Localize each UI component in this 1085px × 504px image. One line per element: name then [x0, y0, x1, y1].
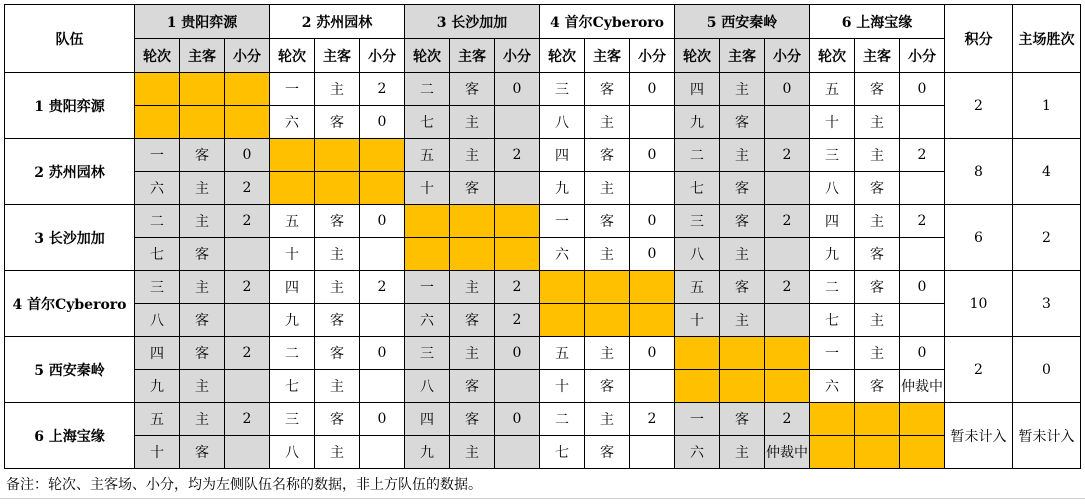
home-away-cell: 主 [315, 73, 360, 106]
points-cell: 0 [900, 271, 945, 304]
table-row [5, 238, 1081, 271]
home-away-cell: 主 [585, 238, 630, 271]
team-home-wins: 4 [1013, 139, 1081, 205]
points-cell: 2 [765, 403, 810, 436]
points-cell: 仲裁中 [900, 370, 945, 403]
round-cell: 二 [675, 139, 720, 172]
sheet-bottom-divider [0, 498, 1085, 499]
points-cell [225, 370, 270, 403]
home-away-cell: 主 [585, 172, 630, 205]
round-cell: 十 [135, 436, 180, 469]
points-cell [900, 172, 945, 205]
points-cell: 2 [765, 271, 810, 304]
points-cell [765, 106, 810, 139]
home-away-cell: 主 [585, 337, 630, 370]
home-away-cell: 主 [855, 304, 900, 337]
round-cell: 九 [405, 436, 450, 469]
team-name: 6 上海宝缘 [5, 403, 135, 469]
round-cell: 五 [540, 337, 585, 370]
self-match-cell [495, 205, 540, 238]
home-away-cell: 主 [450, 106, 495, 139]
home-away-cell: 客 [450, 172, 495, 205]
team-home-wins: 3 [1013, 271, 1081, 337]
points-cell: 2 [630, 403, 675, 436]
team-name: 5 西安秦岭 [5, 337, 135, 403]
home-away-cell: 主 [180, 370, 225, 403]
home-away-cell: 客 [450, 73, 495, 106]
points-cell: 0 [495, 403, 540, 436]
round-cell: 六 [270, 106, 315, 139]
round-cell: 六 [405, 304, 450, 337]
round-cell: 八 [675, 238, 720, 271]
points-subheader: 小分 [360, 39, 405, 73]
self-match-cell [450, 238, 495, 271]
home-away-cell: 客 [720, 172, 765, 205]
self-match-cell [135, 73, 180, 106]
self-match-cell [765, 337, 810, 370]
round-cell: 二 [405, 73, 450, 106]
points-cell [225, 304, 270, 337]
points-cell: 0 [630, 73, 675, 106]
home-away-cell: 主 [450, 139, 495, 172]
round-cell: 三 [405, 337, 450, 370]
table-row [5, 370, 1081, 403]
round-cell: 四 [405, 403, 450, 436]
round-cell: 五 [270, 205, 315, 238]
round-cell: 九 [135, 370, 180, 403]
round-cell: 三 [540, 73, 585, 106]
round-cell: 三 [675, 205, 720, 238]
points-cell [495, 436, 540, 469]
table-row [5, 106, 1081, 139]
table-row [5, 304, 1081, 337]
home-away-cell: 客 [315, 304, 360, 337]
round-cell: 五 [135, 403, 180, 436]
points-cell: 0 [630, 337, 675, 370]
home-away-subheader: 主客 [585, 39, 630, 73]
opponent-header: 6 上海宝缘 [810, 5, 945, 39]
home-away-cell: 主 [720, 139, 765, 172]
round-cell: 七 [270, 370, 315, 403]
round-subheader: 轮次 [810, 39, 855, 73]
round-cell: 七 [810, 304, 855, 337]
round-cell: 九 [675, 106, 720, 139]
self-match-cell [360, 139, 405, 172]
points-subheader: 小分 [630, 39, 675, 73]
round-cell: 五 [675, 271, 720, 304]
home-away-cell: 主 [585, 106, 630, 139]
self-match-cell [630, 271, 675, 304]
round-cell: 五 [810, 73, 855, 106]
home-away-cell: 客 [585, 205, 630, 238]
home-away-cell: 客 [720, 403, 765, 436]
team-home-wins: 0 [1013, 337, 1081, 403]
team-name: 1 贵阳弈源 [5, 73, 135, 139]
points-cell: 0 [900, 73, 945, 106]
round-cell: 九 [270, 304, 315, 337]
points-cell [630, 436, 675, 469]
points-cell [765, 238, 810, 271]
points-cell [495, 370, 540, 403]
opponent-header: 1 贵阳弈源 [135, 5, 270, 39]
table-row [5, 271, 1081, 304]
self-match-cell [720, 337, 765, 370]
home-away-cell: 客 [855, 271, 900, 304]
points-cell: 0 [765, 73, 810, 106]
points-cell: 0 [225, 139, 270, 172]
round-cell: 一 [270, 73, 315, 106]
points-cell: 0 [495, 73, 540, 106]
self-match-cell [180, 73, 225, 106]
home-away-subheader: 主客 [180, 39, 225, 73]
self-match-cell [405, 238, 450, 271]
round-cell: 四 [810, 205, 855, 238]
home-away-cell: 客 [315, 337, 360, 370]
self-match-cell [855, 436, 900, 469]
home-away-cell: 客 [180, 337, 225, 370]
home-away-cell: 客 [720, 205, 765, 238]
points-cell: 仲裁中 [765, 436, 810, 469]
self-match-cell [225, 106, 270, 139]
table-row [5, 205, 1081, 238]
points-cell: 0 [630, 139, 675, 172]
self-match-cell [765, 370, 810, 403]
points-cell [360, 238, 405, 271]
round-cell: 二 [135, 205, 180, 238]
home-away-cell: 主 [855, 205, 900, 238]
home-away-cell: 客 [450, 370, 495, 403]
home-away-cell: 主 [450, 271, 495, 304]
team-score: 10 [945, 271, 1013, 337]
team-score: 2 [945, 73, 1013, 139]
round-cell: 二 [270, 337, 315, 370]
round-subheader: 轮次 [405, 39, 450, 73]
points-cell: 2 [765, 139, 810, 172]
table-row [5, 73, 1081, 106]
home-away-cell: 主 [180, 271, 225, 304]
points-cell: 2 [225, 205, 270, 238]
round-subheader: 轮次 [675, 39, 720, 73]
home-away-cell: 主 [180, 205, 225, 238]
home-away-cell: 客 [855, 73, 900, 106]
self-match-cell [630, 304, 675, 337]
round-cell: 九 [810, 238, 855, 271]
home-away-cell: 客 [450, 304, 495, 337]
round-cell: 八 [405, 370, 450, 403]
self-match-cell [540, 304, 585, 337]
points-cell [765, 304, 810, 337]
home-away-cell: 客 [450, 403, 495, 436]
home-away-cell: 主 [585, 403, 630, 436]
home-away-cell: 客 [585, 370, 630, 403]
points-subheader: 小分 [495, 39, 540, 73]
self-match-cell [405, 205, 450, 238]
self-match-cell [720, 370, 765, 403]
round-subheader: 轮次 [135, 39, 180, 73]
round-cell: 四 [270, 271, 315, 304]
points-cell [630, 106, 675, 139]
home-away-cell: 客 [180, 139, 225, 172]
points-cell: 2 [900, 205, 945, 238]
points-cell: 2 [360, 271, 405, 304]
team-name: 2 苏州园林 [5, 139, 135, 205]
team-score: 暂未计入 [945, 403, 1013, 469]
points-cell [900, 238, 945, 271]
team-home-wins: 2 [1013, 205, 1081, 271]
score-header: 积分 [945, 5, 1013, 73]
self-match-cell [675, 337, 720, 370]
points-cell [765, 172, 810, 205]
points-cell [225, 238, 270, 271]
team-score: 2 [945, 337, 1013, 403]
points-cell [360, 304, 405, 337]
round-cell: 十 [810, 106, 855, 139]
points-cell: 0 [360, 337, 405, 370]
home-away-cell: 主 [720, 238, 765, 271]
team-score: 8 [945, 139, 1013, 205]
self-match-cell [495, 238, 540, 271]
points-cell [630, 370, 675, 403]
self-match-cell [450, 205, 495, 238]
round-cell: 十 [405, 172, 450, 205]
round-cell: 六 [810, 370, 855, 403]
opponent-header: 5 西安秦岭 [675, 5, 810, 39]
points-subheader: 小分 [225, 39, 270, 73]
home-away-cell: 主 [315, 370, 360, 403]
round-cell: 六 [675, 436, 720, 469]
round-cell: 十 [270, 238, 315, 271]
points-cell: 2 [225, 403, 270, 436]
team-name: 3 长沙加加 [5, 205, 135, 271]
points-cell: 2 [225, 271, 270, 304]
home-away-cell: 主 [720, 436, 765, 469]
team-home-wins: 暂未计入 [1013, 403, 1081, 469]
table-row [5, 139, 1081, 172]
round-cell: 三 [810, 139, 855, 172]
team-column-header: 队伍 [5, 5, 135, 73]
points-cell [900, 304, 945, 337]
self-match-cell [810, 403, 855, 436]
points-cell: 2 [900, 139, 945, 172]
points-subheader: 小分 [900, 39, 945, 73]
home-away-cell: 主 [315, 436, 360, 469]
round-cell: 二 [810, 271, 855, 304]
table-row [5, 436, 1081, 469]
self-match-cell [585, 304, 630, 337]
points-cell: 0 [495, 337, 540, 370]
home-away-cell: 客 [180, 304, 225, 337]
points-cell: 2 [495, 271, 540, 304]
points-cell: 2 [495, 139, 540, 172]
home-away-cell: 客 [180, 238, 225, 271]
round-cell: 七 [540, 436, 585, 469]
points-cell [495, 106, 540, 139]
points-cell [630, 172, 675, 205]
points-cell [225, 436, 270, 469]
home-away-cell: 客 [855, 172, 900, 205]
home-away-cell: 主 [450, 337, 495, 370]
self-match-cell [225, 73, 270, 106]
table-row [5, 337, 1081, 370]
points-cell [900, 106, 945, 139]
home-away-subheader: 主客 [450, 39, 495, 73]
round-cell: 一 [135, 139, 180, 172]
round-cell: 六 [540, 238, 585, 271]
table-row [5, 172, 1081, 205]
team-name: 4 首尔Cyberoro [5, 271, 135, 337]
round-cell: 四 [675, 73, 720, 106]
round-cell: 一 [405, 271, 450, 304]
self-match-cell [270, 172, 315, 205]
home-away-cell: 主 [315, 271, 360, 304]
round-cell: 二 [540, 403, 585, 436]
self-match-cell [360, 172, 405, 205]
home-away-cell: 主 [855, 337, 900, 370]
home-away-cell: 主 [315, 238, 360, 271]
self-match-cell [900, 403, 945, 436]
home-away-cell: 客 [180, 436, 225, 469]
round-subheader: 轮次 [540, 39, 585, 73]
team-home-wins: 1 [1013, 73, 1081, 139]
points-cell: 0 [630, 238, 675, 271]
opponent-header: 3 长沙加加 [405, 5, 540, 39]
round-cell: 十 [540, 370, 585, 403]
home-away-cell: 客 [315, 106, 360, 139]
home-away-cell: 客 [585, 73, 630, 106]
opponent-header: 2 苏州园林 [270, 5, 405, 39]
self-match-cell [315, 139, 360, 172]
standings-table [4, 4, 1081, 469]
points-cell: 2 [765, 205, 810, 238]
points-cell: 0 [360, 205, 405, 238]
self-match-cell [585, 271, 630, 304]
points-cell: 2 [360, 73, 405, 106]
home-away-cell: 客 [720, 271, 765, 304]
self-match-cell [135, 106, 180, 139]
home-away-cell: 客 [585, 139, 630, 172]
home-away-subheader: 主客 [315, 39, 360, 73]
round-cell: 三 [270, 403, 315, 436]
points-cell: 2 [225, 337, 270, 370]
self-match-cell [675, 370, 720, 403]
table-row [5, 403, 1081, 436]
self-match-cell [540, 271, 585, 304]
self-match-cell [315, 172, 360, 205]
points-cell [360, 436, 405, 469]
points-cell: 2 [225, 172, 270, 205]
home-away-cell: 主 [855, 106, 900, 139]
self-match-cell [855, 403, 900, 436]
home-wins-header: 主场胜次 [1013, 5, 1081, 73]
home-away-cell: 客 [720, 106, 765, 139]
points-cell [360, 370, 405, 403]
round-cell: 八 [270, 436, 315, 469]
home-away-subheader: 主客 [720, 39, 765, 73]
opponent-header: 4 首尔Cyberoro [540, 5, 675, 39]
round-subheader: 轮次 [270, 39, 315, 73]
round-cell: 三 [135, 271, 180, 304]
points-cell: 2 [495, 304, 540, 337]
round-cell: 七 [135, 238, 180, 271]
round-cell: 八 [135, 304, 180, 337]
points-cell: 0 [630, 205, 675, 238]
round-cell: 一 [810, 337, 855, 370]
home-away-cell: 主 [180, 172, 225, 205]
home-away-cell: 客 [855, 370, 900, 403]
round-cell: 七 [405, 106, 450, 139]
round-cell: 八 [810, 172, 855, 205]
footnote: 备注：轮次、主客场、小分，均为左侧队伍名称的数据，非上方队伍的数据。 [6, 477, 482, 493]
home-away-cell: 客 [855, 238, 900, 271]
round-cell: 八 [540, 106, 585, 139]
round-cell: 五 [405, 139, 450, 172]
home-away-subheader: 主客 [855, 39, 900, 73]
self-match-cell [270, 139, 315, 172]
round-cell: 九 [540, 172, 585, 205]
points-subheader: 小分 [765, 39, 810, 73]
self-match-cell [900, 436, 945, 469]
home-away-cell: 客 [315, 403, 360, 436]
round-cell: 十 [675, 304, 720, 337]
round-cell: 七 [675, 172, 720, 205]
self-match-cell [810, 436, 855, 469]
points-cell: 0 [900, 337, 945, 370]
round-cell: 四 [540, 139, 585, 172]
home-away-cell: 主 [720, 73, 765, 106]
home-away-cell: 客 [315, 205, 360, 238]
home-away-cell: 主 [720, 304, 765, 337]
team-score: 6 [945, 205, 1013, 271]
round-cell: 六 [135, 172, 180, 205]
self-match-cell [180, 106, 225, 139]
home-away-cell: 主 [180, 403, 225, 436]
round-cell: 一 [540, 205, 585, 238]
points-cell: 0 [360, 403, 405, 436]
home-away-cell: 客 [585, 436, 630, 469]
round-cell: 一 [675, 403, 720, 436]
home-away-cell: 主 [855, 139, 900, 172]
points-cell: 0 [360, 106, 405, 139]
points-cell [495, 172, 540, 205]
round-cell: 四 [135, 337, 180, 370]
home-away-cell: 主 [450, 436, 495, 469]
